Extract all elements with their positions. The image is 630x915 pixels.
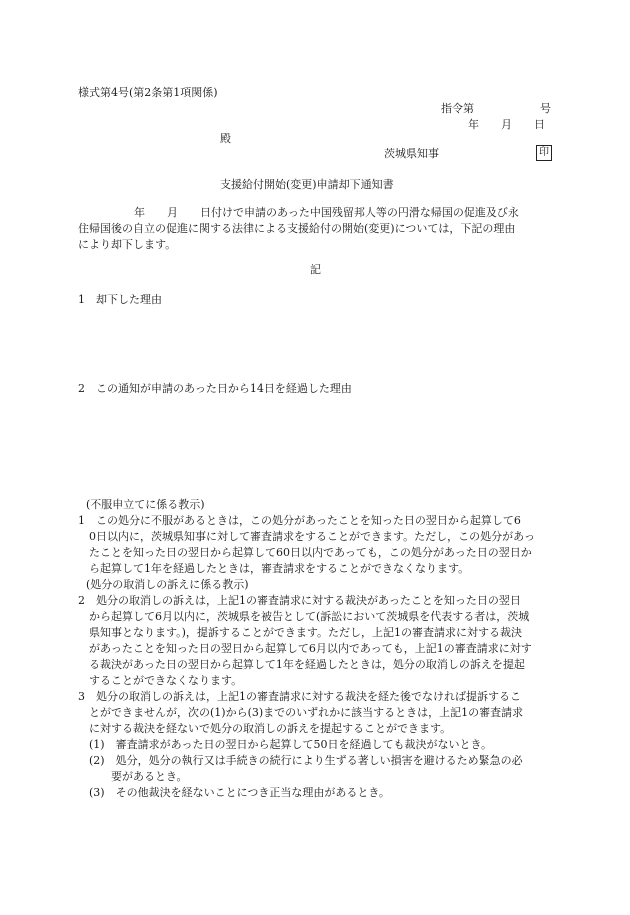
addressee-suffix: 殿 [220, 132, 231, 145]
lawsuit-line: とができませんが，次の(1)から(3)までのいずれかに該当するときは，上記1の審査請求 [89, 706, 524, 719]
number-line: 指令第 号 [441, 102, 551, 115]
item-1-heading: 1 却下した理由 [78, 293, 162, 306]
lawsuit-heading: (処分の取消しの訴えに係る教示) [86, 578, 249, 591]
appeal-notice [78, 497, 558, 801]
intro-paragraph [78, 205, 558, 253]
lawsuit-line: る裁決があった日の翌日から起算して1年を経過したときは，処分の取消しの訴えを提起 [89, 658, 525, 671]
sub-item-2: (2) 処分，処分の執行又は手続きの続行により生ずる著しい損害を避けるため緊急の必 [89, 754, 523, 767]
lawsuit-line: 3 処分の取消しの訴えは，上記1の審査請求に対する裁決を経た後でなければ提訴するこ [78, 690, 521, 703]
intro-line: により却下します。 [78, 238, 177, 251]
lawsuit-line: に対する裁決を経ないで処分の取消しの訴えを提起することができます。 [89, 722, 452, 735]
ki-marker: 記 [310, 263, 321, 276]
seal-mark: 印 [536, 145, 552, 161]
date-line: 年 月 日 [468, 118, 545, 131]
form-label: 様式第4号(第2条第1項関係) [78, 86, 218, 99]
appeal-line: 0日以内に，茨城県知事に対して審査請求をすることができます。ただし，この処分があっ [89, 530, 536, 543]
lawsuit-line: から起算して6月以内に，茨城県を被告として(訴訟において茨城県を代表する者は，茨城 [89, 610, 530, 623]
lawsuit-line: があったことを知った日の翌日から起算して6月以内であっても，上記1の審査請求に対す [89, 642, 532, 655]
appeal-line: たことを知った日の翌日から起算して60日以内であっても，この処分があった日の翌日か [89, 546, 532, 559]
intro-line: 住帰国後の自立の促進に関する法律による支援給付の開始(変更)については，下記の理由 [78, 222, 516, 235]
lawsuit-line: 2 処分の取消しの訴えは，上記1の審査請求に対する裁決があったことを知った日の翌日 [78, 594, 521, 607]
sub-item-1: (1) 審査請求があった日の翌日から起算して50日を経過しても裁決がないとき。 [89, 738, 493, 751]
lawsuit-line: 県知事となります。)，提訴することができます。ただし，上記1の審査請求に対する裁決 [89, 626, 523, 639]
intro-line: 年 月 日付けで申請のあった中国残留邦人等の円滑な帰国の促進及び永 [134, 206, 519, 219]
appeal-line: 1 この処分に不服があるときは，この処分があったことを知った日の翌日から起算して6 [78, 514, 521, 527]
item-2-heading: 2 この通知が申請のあった日から14日を経過した理由 [78, 382, 352, 395]
issuer-name: 茨城県知事 [384, 147, 439, 160]
lawsuit-line: することができなくなります。 [89, 674, 243, 687]
sub-item-3: (3) その他裁決を経ないことにつき正当な理由があるとき。 [89, 786, 390, 799]
appeal-heading: (不服申立てに係る教示) [86, 498, 205, 511]
document-title: 支援給付開始(変更)申請却下通知書 [220, 178, 394, 191]
sub-item-2-cont: 要があるとき。 [111, 770, 188, 783]
appeal-line: ら起算して1年を経過したときは，審査請求をすることができなくなります。 [89, 562, 470, 575]
